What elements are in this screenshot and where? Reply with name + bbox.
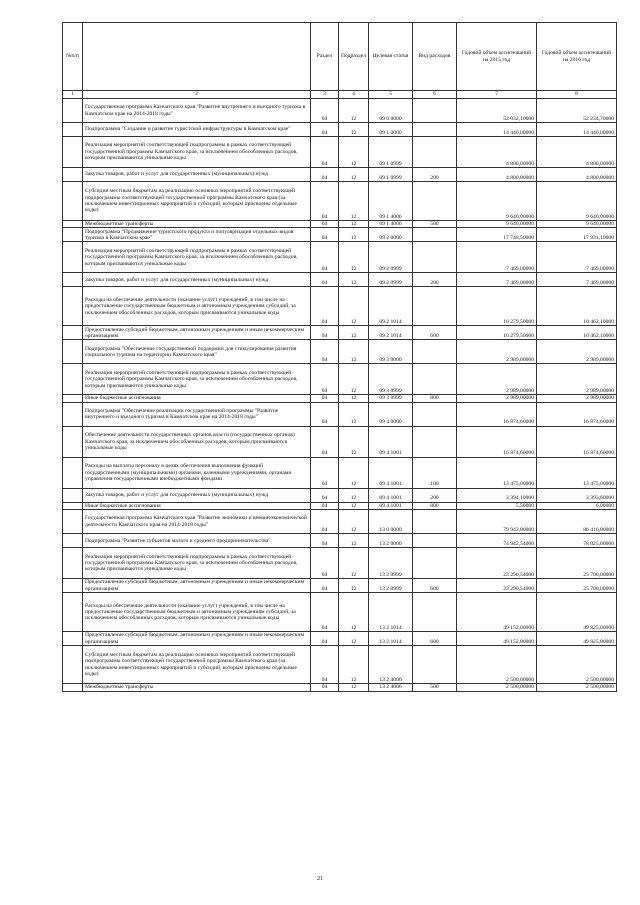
row-amount-2015: 2 989,00000 [457,395,537,402]
row-amount-2015: 4 800,00000 [457,137,537,168]
row-amount-2016: 2 500,00000 [537,646,617,684]
row-number [63,402,83,426]
header-row [63,23,617,91]
row-razdel: 04 [311,579,339,593]
row-amount-2015: 23 290,54000 [457,548,537,579]
row-number [63,593,83,632]
row-name: Реализация мероприятий соответствующей подпрограммы в рамках соответствующей государственной программы Камчатского края, за исключением обособленных расходов, которым присваиваются уникальные коды [83,137,311,168]
table-row [63,488,617,502]
row-razdel: 04 [311,99,339,123]
row-amount-2016: 25 700,00000 [537,579,617,593]
row-podrazdel: 12 [339,534,369,548]
row-name: Предоставление субсидий бюджетным, автономным учреждениям и иным некоммерческим организациям [83,579,311,593]
row-vid [413,123,457,137]
table-row [63,548,617,579]
row-amount-2015: 23 290,54000 [457,579,537,593]
row-name: Межбюджетные трансферты [83,221,311,228]
row-amount-2015: 49 152,00000 [457,632,537,646]
table-row [63,168,617,182]
row-statya: 13 2 1014 [369,632,413,646]
row-statya: 09 2 0999 [369,273,413,287]
row-name: Государственная программа Камчатского края "Развитие экономики и внешнеэкономической деятельности Камчатского края на 2014-2018 годы" [83,510,311,534]
row-number [63,548,83,579]
row-vid: 600 [413,632,457,646]
row-amount-2015: 14 440,00000 [457,123,537,137]
row-statya: 09 3 0000 [369,340,413,364]
row-vid [413,182,457,221]
row-amount-2016: 6,00000 [537,502,617,509]
row-razdel: 04 [311,137,339,168]
row-name: Подпрограмма "Развитие субъектов малого и среднего предпринимательства" [83,534,311,548]
row-razdel: 04 [311,488,339,502]
row-number [63,684,83,691]
col-header-vid: Вид расходов [413,23,457,91]
row-podrazdel: 12 [339,287,369,326]
row-number [63,137,83,168]
row-number [63,340,83,364]
row-podrazdel: 12 [339,426,369,457]
row-number [63,221,83,228]
row-vid: 500 [413,221,457,228]
row-amount-2016: 16 874,60000 [537,426,617,457]
row-razdel: 04 [311,684,339,691]
row-amount-2016: 7 469,00000 [537,242,617,273]
table-row [63,137,617,168]
row-podrazdel: 12 [339,123,369,137]
row-razdel: 04 [311,287,339,326]
col-index: 5 [369,91,413,99]
table-row [63,123,617,137]
row-razdel: 04 [311,402,339,426]
row-podrazdel: 12 [339,221,369,228]
row-name: Расходы на обеспечение деятельности (оказание услуг) учреждений, в том числе на предоставление государственным бюджетным и автономным учреждениям субсидий, за исключением обособленных расходов, которым присваиваются уникальные коды [83,593,311,632]
page-number: 21 [317,876,323,882]
row-razdel: 04 [311,168,339,182]
row-razdel: 04 [311,364,339,395]
row-number [63,457,83,488]
row-statya: 13 2 4006 [369,684,413,691]
row-name: Подпрограмма "Обеспечение реализации государственной программы "Развитие внутреннего и въездного туризма в Камчатском крае на 2014-2018 годы" [83,402,311,426]
row-vid [413,137,457,168]
table-row [63,457,617,488]
row-razdel: 04 [311,502,339,509]
row-name: Подпрограмма "Обеспечение государственной поддержки для стимулирования развития социального туризма на территории Камчатского края" [83,340,311,364]
row-statya: 13 2 0999 [369,579,413,593]
row-number [63,326,83,340]
row-number [63,534,83,548]
row-name: Подпрограмма "Продвижение туристского продукта и популяризация отдельных видов туризма в Камчатском крае" [83,228,311,242]
row-number [63,395,83,402]
row-amount-2016: 3 393,60000 [537,488,617,502]
row-amount-2015: 2 500,00000 [457,684,537,691]
row-name: Межбюджетные трансферты [83,684,311,691]
row-vid: 200 [413,168,457,182]
row-amount-2016: 10 462,10000 [537,287,617,326]
row-vid [413,593,457,632]
row-amount-2015: 74 942,54000 [457,534,537,548]
row-podrazdel: 12 [339,168,369,182]
row-number [63,182,83,221]
row-razdel: 04 [311,632,339,646]
row-amount-2016: 13 475,00000 [537,457,617,488]
row-statya: 13 2 4006 [369,646,413,684]
col-index: 6 [413,91,457,99]
row-vid: 800 [413,502,457,509]
row-podrazdel: 12 [339,510,369,534]
row-statya: 13 2 1014 [369,593,413,632]
row-razdel: 04 [311,534,339,548]
row-razdel: 04 [311,395,339,402]
row-amount-2015: 17 748,50000 [457,228,537,242]
table-row [63,326,617,340]
row-name: Иные бюджетные ассигнования [83,395,311,402]
row-amount-2015: 9 640,00000 [457,182,537,221]
row-podrazdel: 12 [339,548,369,579]
row-amount-2016: 17 931,10000 [537,228,617,242]
row-amount-2015: 79 943,00000 [457,510,537,534]
row-vid [413,548,457,579]
row-number [63,242,83,273]
row-amount-2016: 2 500,00000 [537,684,617,691]
row-number [63,488,83,502]
row-amount-2016: 52 234,70000 [537,99,617,123]
row-razdel: 04 [311,457,339,488]
row-podrazdel: 12 [339,228,369,242]
column-index-row [63,91,617,99]
row-statya: 09 1 0999 [369,168,413,182]
row-statya: 09 1 4006 [369,182,413,221]
row-name: Закупка товаров, работ и услуг для государственных (муниципальных) нужд [83,273,311,287]
row-vid: 200 [413,488,457,502]
row-amount-2016: 14 440,00000 [537,123,617,137]
row-number [63,646,83,684]
row-vid [413,646,457,684]
row-razdel: 04 [311,548,339,579]
row-vid [413,340,457,364]
table-row [63,364,617,395]
row-name: Иные бюджетные ассигнования [83,502,311,509]
col-header-statya: Целевая статья [369,23,413,91]
row-statya: 13 2 0000 [369,534,413,548]
row-razdel: 04 [311,273,339,287]
row-vid: 100 [413,457,457,488]
row-statya: 09 4 1001 [369,457,413,488]
row-podrazdel: 12 [339,395,369,402]
row-amount-2016: 4 800,00000 [537,137,617,168]
row-statya: 09 2 0000 [369,228,413,242]
row-name: Предоставление субсидий бюджетным, автономным учреждениям и иным некоммерческим организациям [83,326,311,340]
row-statya: 13 0 0000 [369,510,413,534]
row-amount-2016: 9 640,00000 [537,182,617,221]
row-razdel: 04 [311,646,339,684]
row-razdel: 04 [311,326,339,340]
row-amount-2016: 7 469,00000 [537,273,617,287]
row-number [63,579,83,593]
row-podrazdel: 12 [339,99,369,123]
row-vid [413,242,457,273]
row-amount-2015: 4 800,00000 [457,168,537,182]
col-header-name [83,23,311,91]
row-amount-2016: 2 989,00000 [537,364,617,395]
row-podrazdel: 12 [339,457,369,488]
table-row [63,99,617,123]
row-number [63,273,83,287]
row-amount-2016: 86 416,00000 [537,510,617,534]
row-statya: 09 4 1001 [369,502,413,509]
row-statya: 13 2 0999 [369,548,413,579]
table-row [63,632,617,646]
col-header-2015: Годовой объем ассигнований на 2015 год [457,23,537,91]
row-name: Расходы на обеспечение деятельности (оказание услуг) учреждений, в том числе на предоставление государственным бюджетным и автономным учреждениям субсидий, за исключением обособленных расходов, которым присваиваются уникальные коды [83,287,311,326]
row-statya: 09 2 1014 [369,287,413,326]
row-vid [413,99,457,123]
col-header-podrazdel: Подраздел [339,23,369,91]
row-amount-2016: 4 800,00000 [537,168,617,182]
row-podrazdel: 12 [339,632,369,646]
row-razdel: 04 [311,426,339,457]
row-number [63,510,83,534]
row-vid: 800 [413,395,457,402]
row-statya: 09 0 0000 [369,99,413,123]
row-statya: 09 3 0999 [369,395,413,402]
row-amount-2016: 16 874,60000 [537,402,617,426]
row-amount-2016: 49 825,00000 [537,593,617,632]
row-podrazdel: 12 [339,242,369,273]
row-statya: 09 4 1001 [369,488,413,502]
row-number [63,287,83,326]
table-row [63,426,617,457]
row-amount-2015: 16 874,60000 [457,402,537,426]
row-name: Субсидии местным бюджетам на реализацию основных мероприятий соответствующей подпрограммы соответствующей государственной программы Камчатского края (за исключением инвестиционных мероприятий и субсидий, которым присвоены отдельные коды) [83,182,311,221]
row-name: Субсидии местным бюджетам на реализацию основных мероприятий соответствующей подпрограммы соответствующей государственной программы Камчатского края (за исключением инвестиционных мероприятий и субсидий, которым присвоены отдельные коды) [83,646,311,684]
table-row [63,402,617,426]
row-statya: 09 2 0999 [369,242,413,273]
row-number [63,364,83,395]
row-amount-2016: 10 462,10000 [537,326,617,340]
col-index: 1 [63,91,83,99]
row-razdel: 04 [311,242,339,273]
row-podrazdel: 12 [339,579,369,593]
row-statya: 09 1 0999 [369,137,413,168]
row-statya: 09 1 0000 [369,123,413,137]
row-statya: 09 4 1001 [369,426,413,457]
row-amount-2015: 2 989,00000 [457,340,537,364]
col-index: 4 [339,91,369,99]
budget-table [62,22,617,692]
row-vid: 600 [413,326,457,340]
row-vid [413,364,457,395]
row-podrazdel: 12 [339,340,369,364]
table-row [63,684,617,691]
table-row [63,228,617,242]
col-index: 3 [311,91,339,99]
table-row [63,579,617,593]
row-amount-2015: 13 475,00000 [457,457,537,488]
row-amount-2015: 3 394,10000 [457,488,537,502]
col-header-number: №п/п [63,23,83,91]
row-podrazdel: 12 [339,364,369,395]
row-number [63,228,83,242]
row-podrazdel: 12 [339,488,369,502]
row-podrazdel: 12 [339,684,369,691]
row-name: Расходы на выплаты персоналу в целях обеспечения выполнения функций государственными (муниципальными) органами, казенными учреждениями, органами управления государственными внебюджетными фондами [83,457,311,488]
row-amount-2015: 2 500,00000 [457,646,537,684]
table-row [63,510,617,534]
row-name: Реализация мероприятий соответствующей подпрограммы в рамках соответствующей государственной программы Камчатского края, за исключением обособленных расходов, которым присваиваются уникальные коды [83,548,311,579]
row-statya: 09 1 4006 [369,221,413,228]
row-amount-2015: 5,50000 [457,502,537,509]
col-index: 2 [83,91,311,99]
row-podrazdel: 12 [339,646,369,684]
row-number [63,123,83,137]
row-statya: 09 4 0000 [369,402,413,426]
table-row [63,502,617,509]
row-amount-2015: 7 469,00000 [457,273,537,287]
row-statya: 09 2 1014 [369,326,413,340]
row-razdel: 04 [311,123,339,137]
row-name: Предоставление субсидий бюджетным, автономным учреждениям и иным некоммерческим организациям [83,632,311,646]
row-vid [413,228,457,242]
row-razdel: 04 [311,182,339,221]
row-name: Государственная программа Камчатского края "Развитие внутреннего и въездного туризма в Камчатском крае на 2014-2018 годы" [83,99,311,123]
row-name: Реализация мероприятий соответствующей подпрограммы в рамках соответствующей государственной программы Камчатского края, за исключением обособленных расходов, которым присваиваются уникальные коды [83,364,311,395]
row-vid: 500 [413,684,457,691]
row-razdel: 04 [311,593,339,632]
col-index: 8 [537,91,617,99]
row-name: Закупка товаров, работ и услуг для государственных (муниципальных) нужд [83,168,311,182]
row-vid [413,287,457,326]
row-number [63,99,83,123]
row-vid: 200 [413,273,457,287]
row-amount-2015: 52 032,10000 [457,99,537,123]
table-row [63,593,617,632]
row-name: Подпрограмма "Создание и развитие туристской инфраструктуры в Камчатском крае" [83,123,311,137]
row-name: Закупка товаров, работ и услуг для государственных (муниципальных) нужд [83,488,311,502]
row-podrazdel: 12 [339,273,369,287]
table-row [63,242,617,273]
row-number [63,426,83,457]
table-row [63,273,617,287]
col-header-2016: Годовой объем ассигнований на 2016 год [537,23,617,91]
row-amount-2016: 49 825,00000 [537,632,617,646]
table-row [63,646,617,684]
row-number [63,168,83,182]
row-podrazdel: 12 [339,402,369,426]
row-podrazdel: 12 [339,182,369,221]
row-amount-2016: 2 989,00000 [537,395,617,402]
table-row [63,182,617,221]
row-amount-2016: 25 700,00000 [537,548,617,579]
row-podrazdel: 12 [339,326,369,340]
row-razdel: 04 [311,228,339,242]
table-row [63,534,617,548]
row-podrazdel: 12 [339,137,369,168]
row-vid [413,402,457,426]
row-vid [413,510,457,534]
row-amount-2016: 78 025,00000 [537,534,617,548]
table-row [63,395,617,402]
row-name: Обеспечение деятельности государственных органов власти (государственных органов) Камчатского края, за исключением обособленных расходов, которым присваиваются уникальные коды [83,426,311,457]
row-podrazdel: 12 [339,593,369,632]
row-amount-2015: 9 640,00000 [457,221,537,228]
row-amount-2015: 7 469,00000 [457,242,537,273]
col-index: 7 [457,91,537,99]
row-amount-2015: 2 989,00000 [457,364,537,395]
row-number [63,632,83,646]
row-name: Реализация мероприятий соответствующей подпрограммы в рамках соответствующей государственной программы Камчатского края, за исключением обособленных расходов, которым присваиваются уникальные коды [83,242,311,273]
row-amount-2015: 10 279,50000 [457,326,537,340]
row-vid [413,534,457,548]
table-row [63,340,617,364]
row-razdel: 04 [311,340,339,364]
table-row [63,221,617,228]
col-header-razdel: Раздел [311,23,339,91]
row-amount-2015: 10 279,50000 [457,287,537,326]
table-row [63,287,617,326]
row-amount-2016: 9 640,00000 [537,221,617,228]
row-statya: 09 3 0999 [369,364,413,395]
row-podrazdel: 12 [339,502,369,509]
row-amount-2015: 16 874,60000 [457,426,537,457]
row-razdel: 04 [311,510,339,534]
row-amount-2015: 49 152,00000 [457,593,537,632]
row-number [63,502,83,509]
row-vid: 600 [413,579,457,593]
row-amount-2016: 2 989,00000 [537,340,617,364]
row-razdel: 04 [311,221,339,228]
row-vid [413,426,457,457]
